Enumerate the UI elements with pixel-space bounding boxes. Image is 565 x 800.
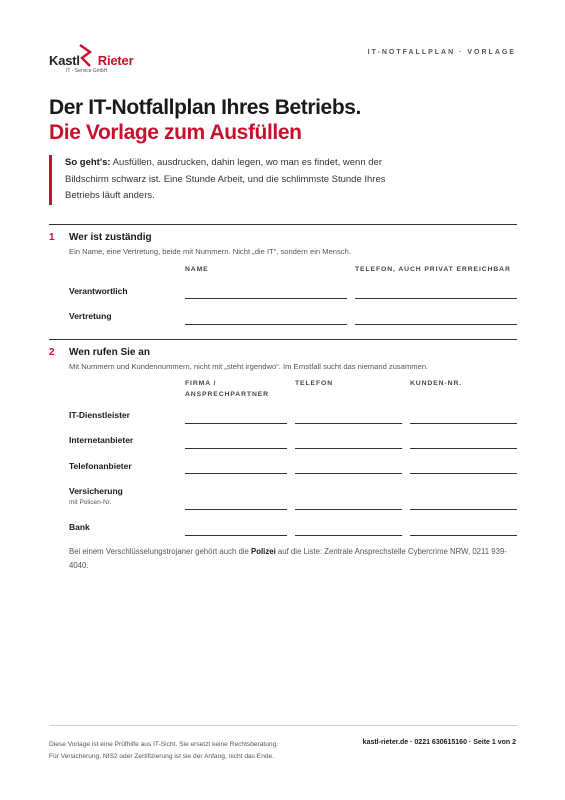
row-label-insurance: Versicherung (69, 486, 123, 496)
input-line-bank-customer-number[interactable] (410, 535, 517, 536)
page-title: Der IT-Notfallplan Ihres Betriebs. (49, 96, 361, 119)
section-divider (49, 224, 517, 225)
input-line-deputy-name[interactable] (185, 324, 347, 325)
logo-name-rieter: Rieter (97, 53, 134, 68)
column-header-company-line1: FIRMA / (185, 380, 217, 387)
input-line-phone-provider-phone[interactable] (295, 473, 402, 474)
police-note (69, 545, 509, 572)
input-line-insurance-company[interactable] (185, 509, 287, 510)
input-line-deputy-phone[interactable] (355, 324, 517, 325)
document-type-label: IT-NOTFALLPLAN · VORLAGE (367, 49, 516, 56)
page-subtitle: Die Vorlage zum Ausfüllen (49, 121, 302, 144)
input-line-responsible-phone[interactable] (355, 298, 517, 299)
input-line-it-provider-phone[interactable] (295, 423, 402, 424)
input-line-phone-provider-customer-number[interactable] (410, 473, 517, 474)
input-line-phone-provider-company[interactable] (185, 473, 287, 474)
footer-disclaimer-line2: Für Versicherung, NIS2 oder Zertifizierung ist sie der Anfang, nicht das Ende. (49, 753, 275, 760)
section-2-title: Wen rufen Sie an (69, 347, 150, 358)
section-1-title: Wer ist zuständig (69, 232, 152, 243)
intro-lead: So geht's: (65, 157, 111, 168)
logo-name-kastl: Kastl (49, 53, 80, 68)
row-label-responsible: Verantwortlich (69, 286, 128, 296)
input-line-it-provider-customer-number[interactable] (410, 423, 517, 424)
section-2-number: 2 (49, 347, 55, 358)
row-label-internet-provider: Internetanbieter (69, 435, 134, 445)
row-sublabel-insurance: mit Policen-Nr. (69, 499, 112, 506)
column-header-company (185, 378, 269, 400)
row-label-deputy: Vertretung (69, 311, 112, 321)
row-label-bank: Bank (69, 522, 90, 532)
section-2-subtitle: Mit Nummern und Kundennummern, nicht mit „steht irgendwo“. Im Ernstfall sucht das niemand zusammen. (69, 362, 429, 371)
column-header-customer-number: KUNDEN-NR. (410, 380, 463, 387)
police-note-text-before: Bei einem Verschlüsselungstrojaner gehört auch die (69, 547, 252, 556)
input-line-bank-phone[interactable] (295, 535, 402, 536)
column-header-phone-private: TELEFON, AUCH PRIVAT ERREICHBAR (355, 266, 511, 273)
input-line-bank-company[interactable] (185, 535, 287, 536)
column-header-name: NAME (185, 266, 209, 273)
input-line-insurance-phone[interactable] (295, 509, 402, 510)
footer-disclaimer (49, 739, 329, 763)
section-divider (49, 339, 517, 340)
police-note-text-after: auf die Liste: Zentrale Ansprechstelle Cybercrime NRW, 0211 939-4040. (69, 547, 507, 570)
footer-divider (49, 725, 517, 726)
police-note-bold: Polizei (251, 547, 276, 556)
logo-mark-icon (79, 44, 93, 68)
logo-tagline: IT - Service GmbH (66, 68, 108, 74)
company-logo (49, 44, 139, 74)
intro-callout (49, 155, 419, 205)
input-line-it-provider-company[interactable] (185, 423, 287, 424)
input-line-internet-customer-number[interactable] (410, 448, 517, 449)
column-header-phone: TELEFON (295, 380, 334, 387)
input-line-responsible-name[interactable] (185, 298, 347, 299)
footer-contact: kastl-rieter.de · 0221 630615160 · Seite 1 von 2 (362, 739, 516, 746)
intro-text: Ausfüllen, ausdrucken, dahin legen, wo man es findet, wenn der Bildschirm schwarz ist. Eine Stunde Arbeit, und die schlimmste Stunde Ihres Betriebs läuft anders. (65, 157, 386, 201)
row-label-phone-provider: Telefonanbieter (69, 461, 132, 471)
section-1-number: 1 (49, 232, 55, 243)
input-line-internet-phone[interactable] (295, 448, 402, 449)
footer-disclaimer-line1: Diese Vorlage ist eine Prüfhilfe aus IT-Sicht. Sie ersetzt keine Rechtsberatung. (49, 741, 279, 748)
input-line-insurance-customer-number[interactable] (410, 509, 517, 510)
section-1-subtitle: Ein Name, eine Vertretung, beide mit Nummern. Nicht „die IT“, sondern ein Mensch. (69, 247, 351, 256)
row-label-it-provider: IT-Dienstleister (69, 410, 130, 420)
input-line-internet-company[interactable] (185, 448, 287, 449)
column-header-company-line2: ANSPRECHPARTNER (185, 391, 269, 398)
